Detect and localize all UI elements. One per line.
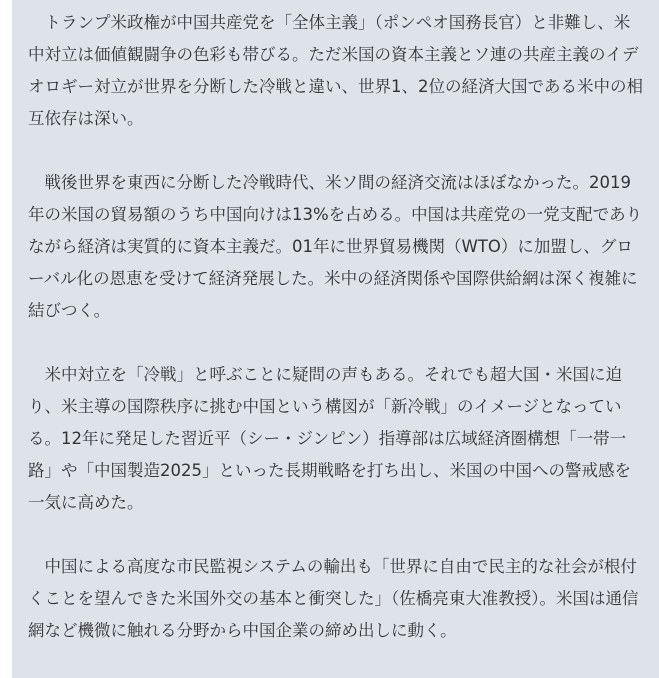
article-panel (12, 0, 659, 678)
article-paragraph-1: トランプ米政権が中国共産党を「全体主義」（ポンペオ国務長官）と非難し、米中対立は価値観闘争の色彩も帯びる。ただ米国の資本主義とソ連の共産主義のイデオロギー対立が世界を分断した冷戦と違い、世界1、2位の経済大国である米中の相互依存は深い。 (28, 13, 643, 128)
article-paragraph-2: 戦後世界を東西に分断した冷戦時代、米ソ間の経済交流はほぼなかった。2019年の米国の貿易額のうち中国向けは13%を占める。中国は共産党の一党支配でありながら経済は実質的に資本主義だ。01年に世界貿易機関（WTO）に加盟し、グローバル化の恩恵を受けて経済発展した。米中の経済関係や国際供給網は深く複雑に結びつく。 (28, 173, 643, 320)
article-body (12, 0, 659, 647)
article-paragraph-4: 中国による高度な市民監視システムの輸出も「世界に自由で民主的な社会が根付くことを望んできた米国外交の基本と衝突した」（佐橋亮東大准教授）。米国は通信網など機微に触れる分野から中国企業の締め出しに動く。 (28, 557, 639, 640)
article-paragraph-3: 米中対立を「冷戦」と呼ぶことに疑問の声もある。それでも超大国・米国に迫り、米主導の国際秩序に挑む中国という構図が「新冷戦」のイメージとなっている。12年に発足した習近平（シー・ジンピン）指導部は広域経済圏構想「一帯一路」や「中国製造2025」といった長期戦略を打ち出し、米国の中国への警戒感を一気に高めた。 (28, 365, 631, 512)
